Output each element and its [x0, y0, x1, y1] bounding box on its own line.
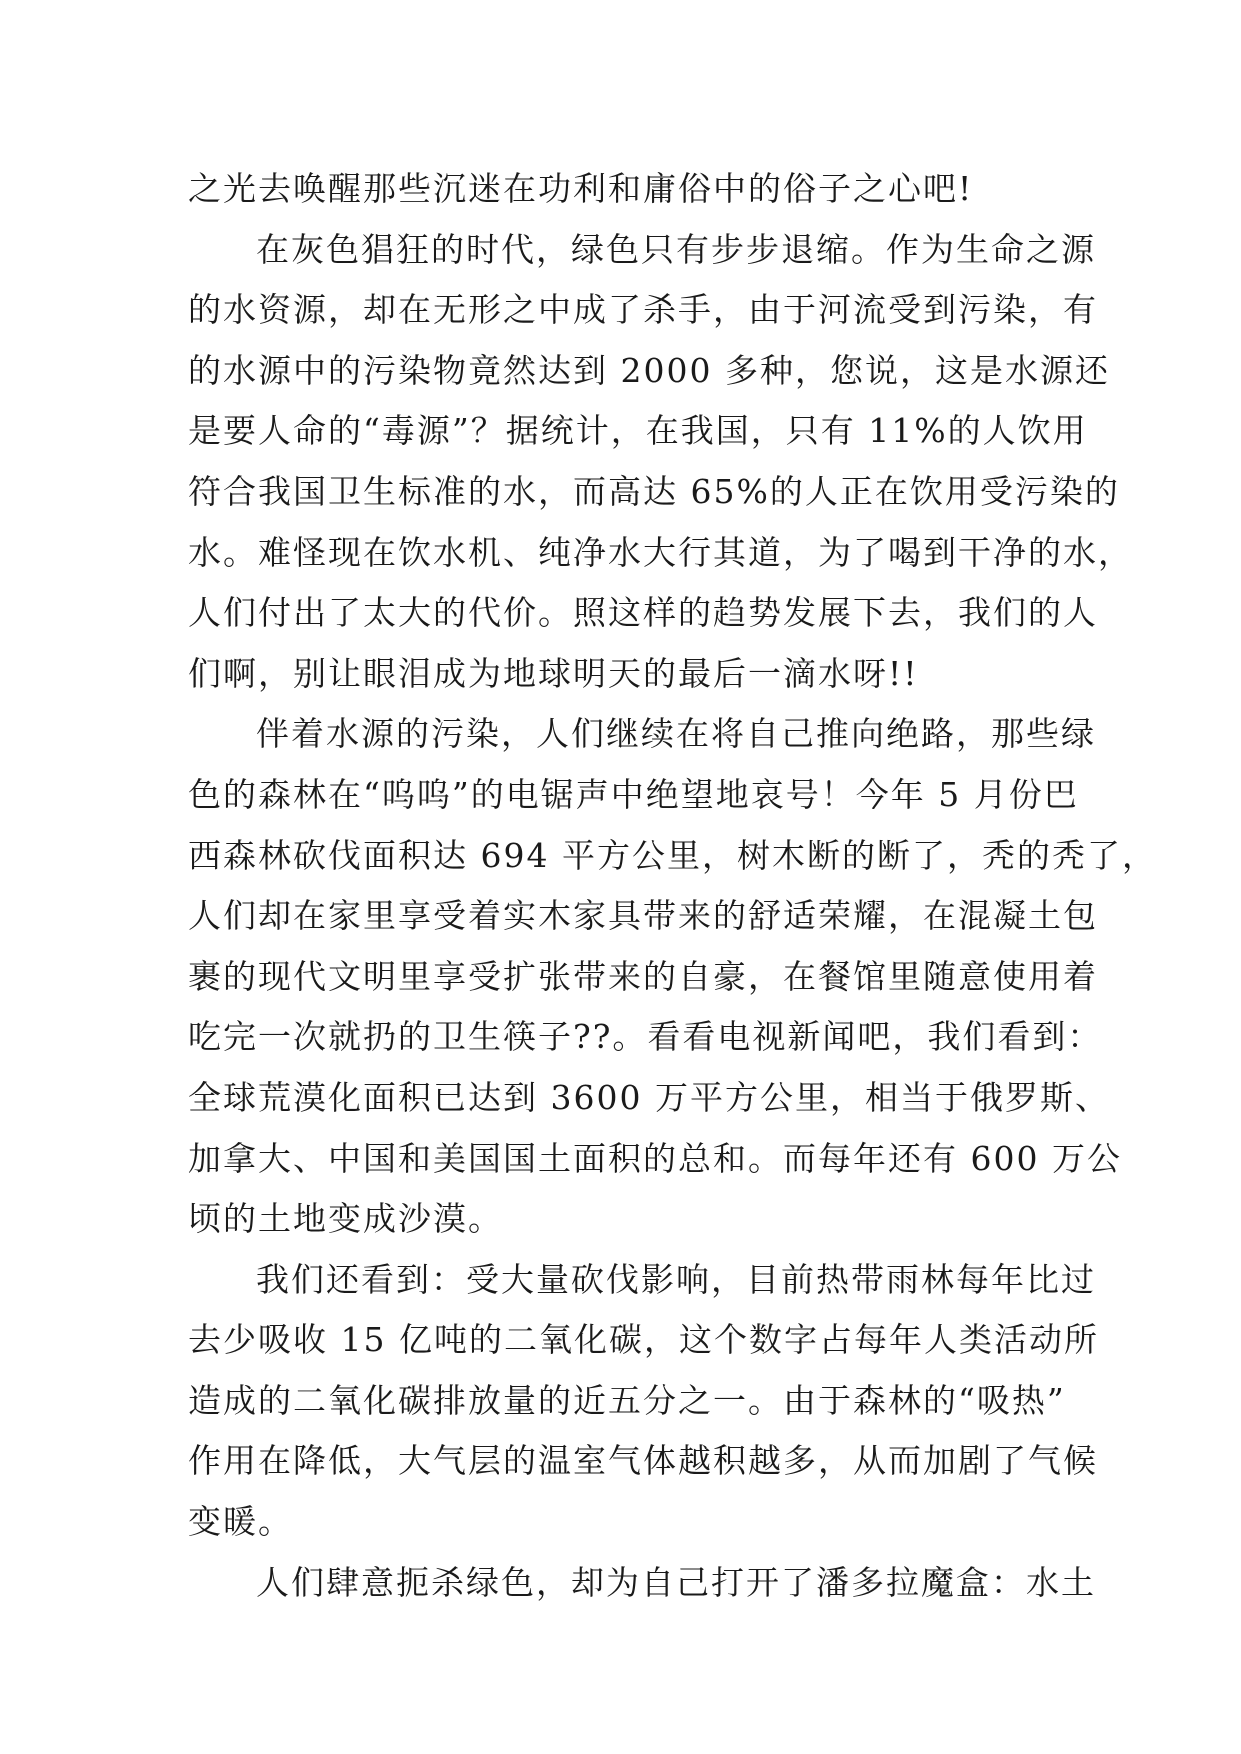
text-line: 造成的二氧化碳排放量的近五分之一。由于森林的“吸热” [188, 1380, 1066, 1420]
text-line: 人们付出了太大的代价。照这样的趋势发展下去，我们的人 [188, 593, 1098, 633]
paragraph-first-line: 人们肆意扼杀绿色，却为自己打开了潘多拉魔盒：水土 [256, 1562, 1096, 1602]
text-line: 吃完一次就扔的卫生筷子??。看看电视新闻吧，我们看到： [188, 1017, 1103, 1057]
text-line: 裹的现代文明里享受扩张带来的自豪，在餐馆里随意使用着 [188, 956, 1098, 996]
paragraph-first-line: 在灰色猖狂的时代，绿色只有步步退缩。作为生命之源 [256, 229, 1096, 269]
text-line: 是要人命的“毒源”？据统计，在我国，只有 11%的人饮用 [188, 411, 1088, 451]
text-line: 们啊，别让眼泪成为地球明天的最后一滴水呀!! [188, 653, 919, 693]
text-line: 变暖。 [188, 1502, 293, 1542]
text-line: 的水资源，却在无形之中成了杀手，由于河流受到污染，有 [188, 290, 1098, 330]
body-text [188, 159, 1157, 1613]
paragraph-first-line: 伴着水源的污染，人们继续在将自己推向绝路，那些绿 [256, 714, 1096, 754]
text-line: 人们却在家里享受着实木家具带来的舒适荣耀，在混凝土包 [188, 896, 1098, 936]
text-line: 色的森林在“呜呜”的电锯声中绝望地哀号！今年 5 月份巴 [188, 774, 1079, 814]
text-line: 之光去唤醒那些沉迷在功利和庸俗中的俗子之心吧! [188, 169, 974, 208]
text-line: 的水源中的污染物竟然达到 2000 多种，您说，这是水源还 [188, 350, 1110, 390]
text-line: 全球荒漠化面积已达到 3600 万平方公里，相当于俄罗斯、 [188, 1077, 1110, 1117]
text-line: 水。难怪现在饮水机、纯净水大行其道，为了喝到干净的水， [188, 532, 1133, 572]
text-line: 顷的土地变成沙漠。 [188, 1199, 503, 1239]
text-line: 去少吸收 15 亿吨的二氧化碳，这个数字占每年人类活动所 [188, 1320, 1099, 1360]
text-line: 加拿大、中国和美国国土面积的总和。而每年还有 600 万公 [188, 1138, 1122, 1178]
text-line: 作用在降低，大气层的温室气体越积越多，从而加剧了气候 [188, 1441, 1098, 1481]
paragraph-first-line: 我们还看到：受大量砍伐影响，目前热带雨林每年比过 [256, 1259, 1096, 1299]
text-line: 西森林砍伐面积达 694 平方公里，树木断的断了，秃的秃了， [188, 835, 1157, 875]
text-line: 符合我国卫生标准的水，而高达 65%的人正在饮用受污染的 [188, 471, 1120, 511]
